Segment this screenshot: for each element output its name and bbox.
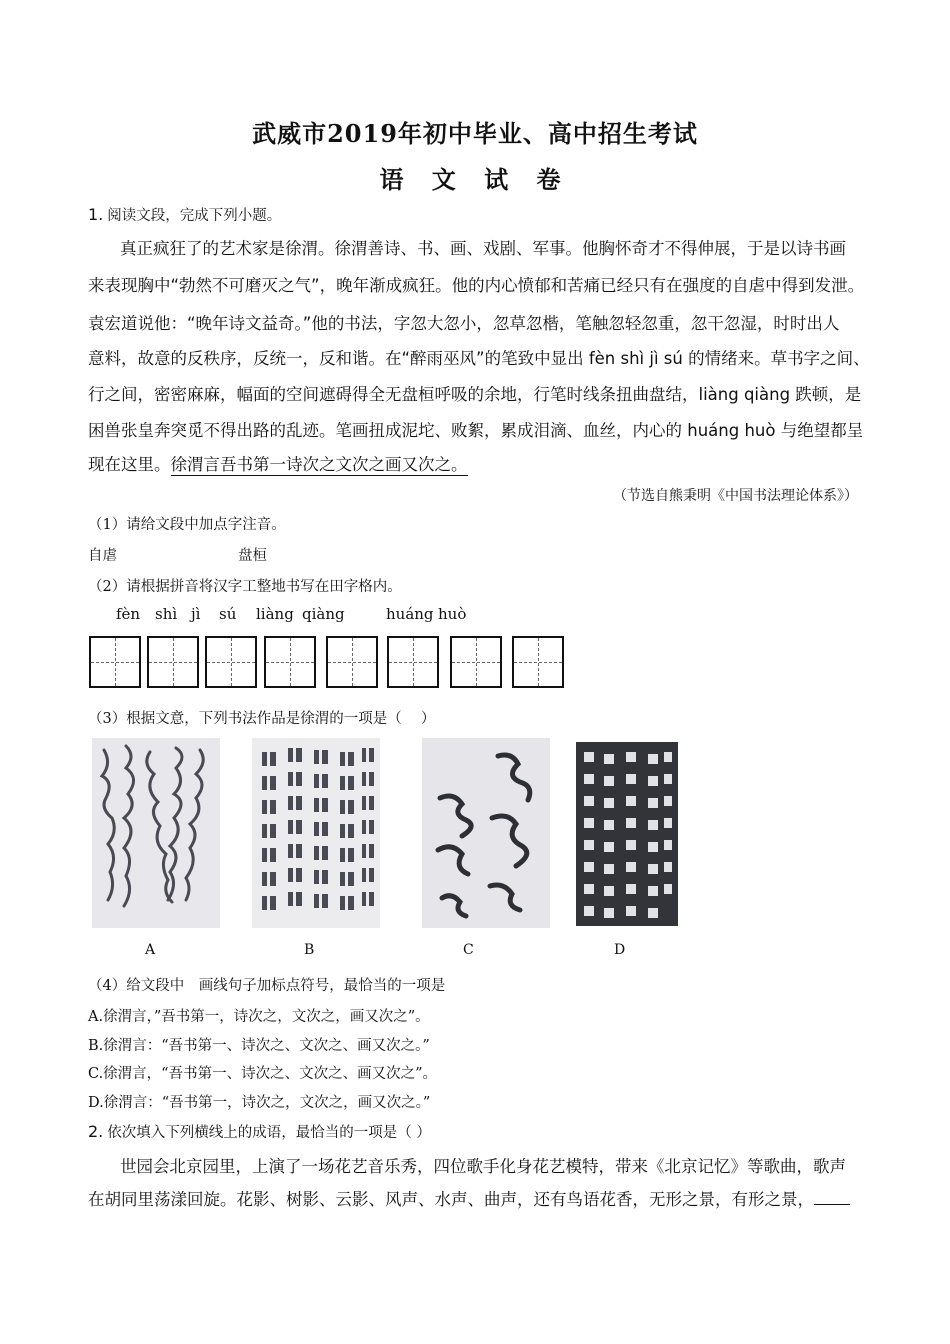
question-1-header [88,204,281,225]
image-label-c: C [463,942,474,958]
calligraphy-wild-cursive-icon [92,738,220,928]
question-2-header [88,1121,431,1142]
passage-line-7 [88,451,468,475]
tianzige-box[interactable] [205,636,257,688]
option-b[interactable]: B.徐渭言：“吾书第一、诗次之、文次之、画又次之。” [88,1038,430,1054]
passage-line-4: 意料，故意的反秩序，反统一，反和谐。在“醉雨巫风”的笔致中显出 fèn shì jì sú 的情绪来。草书字之间、 [88,349,870,368]
tianzige-box[interactable] [264,636,316,688]
exam-subtitle: 语 文 试 卷 [379,165,571,194]
tianzige-box[interactable] [450,636,502,688]
passage-line-1: 真正疯狂了的艺术家是徐渭。徐渭善诗、书、画、戏剧、军事。他胸怀奇才不得伸展，于是以诗书画 [120,239,846,258]
question-2-number: 2. [88,1122,104,1141]
image-label-a: A [145,942,156,958]
tianzige-box[interactable] [326,636,378,688]
pinyin-3: jì [191,605,201,623]
answer-blank[interactable] [814,1190,850,1205]
question-1-prompt: 阅读文段，完成下列小题。 [107,208,282,224]
sub-question-3: （3）根据文意，下列书法作品是徐渭的一项是（ ） [88,711,436,727]
option-d[interactable]: D.徐渭言：“吾书第一，诗次之，文次之，画又次之。” [88,1095,431,1111]
sub-question-1-word-1: 自虐 [88,548,117,564]
passage-line-2: 来表现胸中“勃然不可磨灭之气”，晚年渐成疯狂。他的内心愤郁和苦痛已经只有在强度的自虐中得到发泄。 [88,276,865,295]
sub-question-1-word-2: 盘桓 [238,548,267,564]
exam-title: 武威市2019年初中毕业、高中招生考试 [252,119,698,148]
tianzige-box[interactable] [512,636,564,688]
underlined-sentence: 徐渭言吾书第一诗次之文次之画又次之。 [170,455,468,474]
tianzige-box[interactable] [89,636,141,688]
pinyin-5: liàng [256,605,294,623]
question-2-prompt: 依次填入下列横线上的成语，最恰当的一项是（ ） [107,1125,431,1141]
image-label-d: D [614,942,626,958]
pinyin-7: huáng [386,605,434,623]
sub-question-2: （2）请根据拼音将汉字工整地书写在田字格内。 [88,579,402,595]
passage-line-7-text: 现在这里。 [88,455,171,474]
sub-question-4: （4）给文段中 画线句子加标点符号，最恰当的一项是 [88,978,446,994]
q2-passage-line-1: 世园会北京园里，上演了一场花艺音乐秀，四位歌手化身花艺模特，带来《北京记忆》等歌曲，歌声 [120,1157,846,1176]
pinyin-1: fèn [116,605,141,623]
calligraphy-regular-script-icon [252,738,380,928]
tianzige-box[interactable] [387,636,439,688]
passage-line-3: 袁宏道说他：“晚年诗文益奇。”他的书法，字忽大忽小，忽草忽楷，笔触忽轻忽重，忽干忽湿，时时出人 [88,314,840,333]
calligraphy-stone-rubbing-icon [576,742,678,926]
pinyin-4: sú [219,605,237,623]
option-c[interactable]: C.徐渭言，“吾书第一、诗次之、文次之、画又次之”。 [88,1066,438,1082]
sub-question-1: （1）请给文段中加点字注音。 [88,517,286,533]
tianzige-box[interactable] [147,636,199,688]
q2-passage-line-2-text: 在胡同里荡漾回旋。花影、树影、云影、风声、水声、曲声，还有鸟语花香，无形之景，有形之景， [88,1190,814,1209]
option-a[interactable]: A.徐渭言，”吾书第一，诗次之，文次之，画又次之”。 [88,1009,430,1025]
passage-source: （节选自熊秉明《中国书法理论体系》） [613,488,858,504]
image-label-b: B [304,942,315,958]
pinyin-6: qiàng [302,605,345,623]
pinyin-2: shì [155,605,178,623]
question-1-number: 1. [88,205,104,224]
q2-passage-line-2 [88,1186,850,1210]
pinyin-8: huò [438,605,467,623]
passage-line-6: 困兽张皇奔突觅不得出路的乱迹。笔画扭成泥坨、败絮，累成泪滴、血丝，内心的 huáng huò 与绝望都呈 [88,421,864,440]
calligraphy-large-cursive-icon [422,738,550,928]
passage-line-5: 行之间，密密麻麻，幅面的空间遮碍得全无盘桓呼吸的余地，行笔时线条扭曲盘结，liàng qiàng 跌顿，是 [88,385,862,404]
